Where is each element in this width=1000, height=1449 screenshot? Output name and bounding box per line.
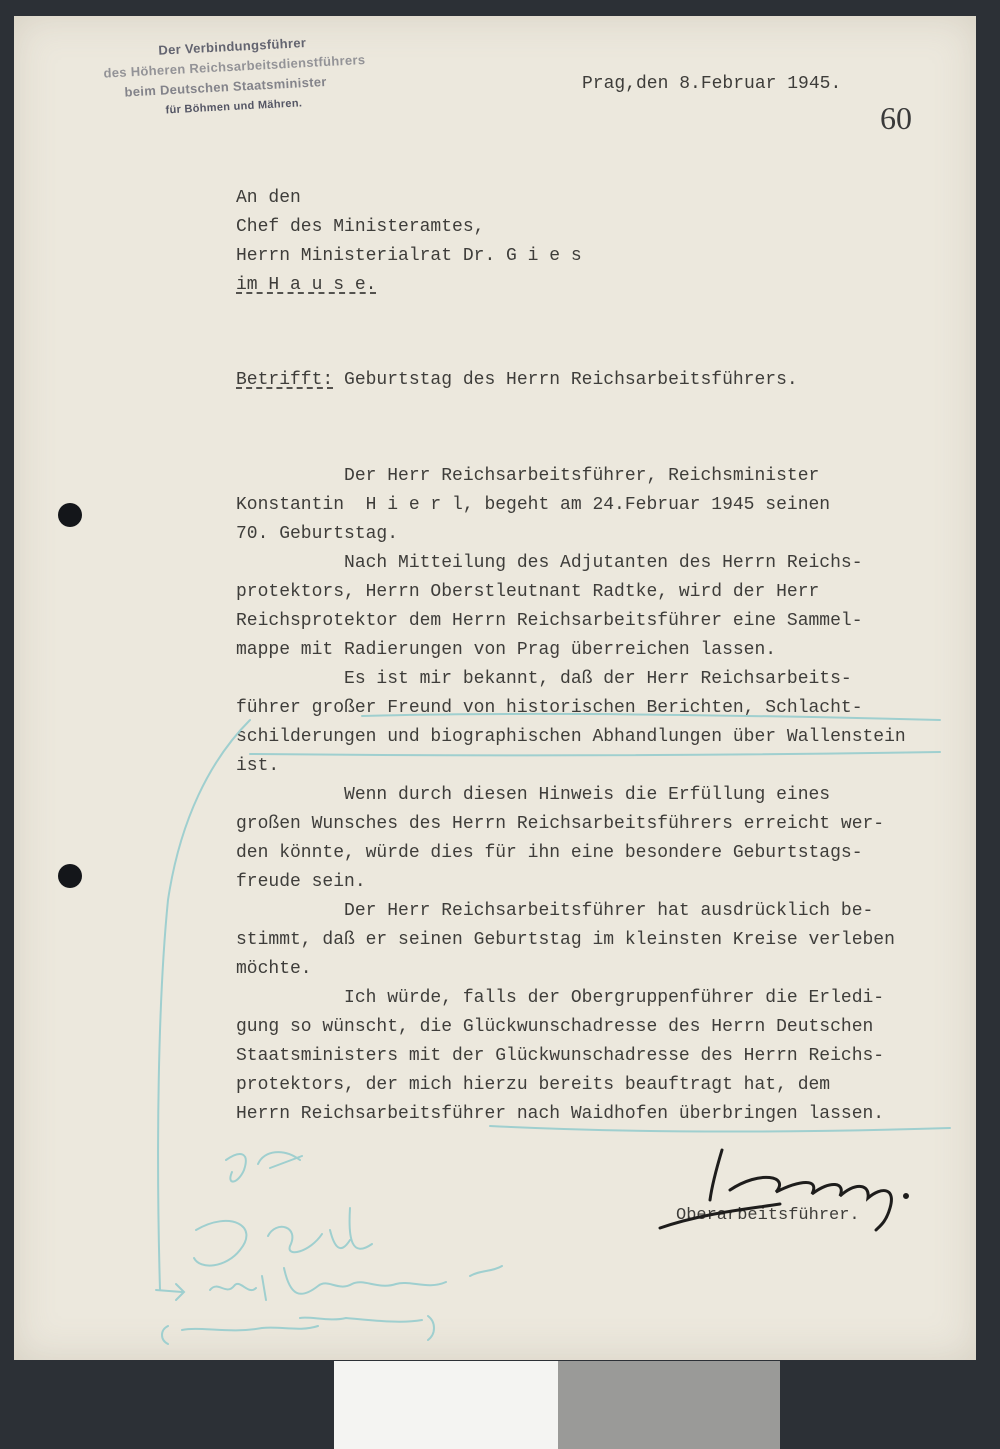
address-line: Herrn Ministerialrat Dr. G i e s xyxy=(236,246,582,266)
pencil-bracket-line xyxy=(158,720,250,1290)
stamp-line: des Höheren Reichsarbeitsdienstführers xyxy=(103,51,366,81)
signature-stroke xyxy=(710,1150,722,1200)
signature-title: Oberarbeitsführer. xyxy=(676,1206,860,1225)
body-line: Wenn durch diesen Hinweis die Erfüllung eines xyxy=(236,785,831,805)
color-reference-gray xyxy=(558,1361,780,1449)
handwritten-note xyxy=(226,1152,302,1181)
subject-label: Betrifft: xyxy=(236,370,334,390)
signature xyxy=(660,1150,908,1230)
signature-stroke xyxy=(730,1177,891,1230)
signature-dot xyxy=(905,1195,908,1198)
page-number: 60 xyxy=(880,100,912,136)
body-line: 70. Geburtstag. xyxy=(236,524,399,544)
body-line: ist. xyxy=(236,756,280,776)
stamp-line: beim Deutschen Staatsminister xyxy=(124,73,327,100)
pencil-underline xyxy=(490,1126,950,1132)
body-line: möchte. xyxy=(236,959,312,979)
body-line: Herrn Reichsarbeitsführer nach Waidhofen überbringen lassen. xyxy=(236,1104,885,1124)
address-line: im H a u s e. xyxy=(236,275,377,295)
pencil-bracket-line xyxy=(362,714,940,720)
body-line: schilderungen und biographischen Abhandlungen über Wallenstein xyxy=(236,727,906,747)
body-line: protektors, Herrn Oberstleutnant Radtke, wird der Herr xyxy=(236,582,820,602)
body-line: Reichsprotektor dem Herrn Reichsarbeitsführer eine Sammel- xyxy=(236,611,863,631)
body-line: Konstantin H i e r l, begeht am 24.Februar 1945 seinen xyxy=(236,495,831,515)
stamp-line: für Böhmen und Mähren. xyxy=(165,97,303,117)
handwritten-note xyxy=(162,1316,434,1344)
handwritten-note xyxy=(194,1208,372,1266)
stamp-line: Der Verbindungsführer xyxy=(158,35,307,58)
pencil-annotations xyxy=(156,714,950,1344)
body-line: mappe mit Radierungen von Prag überreichen lassen. xyxy=(236,640,777,660)
body-line: protektors, der mich hierzu bereits beauftragt hat, dem xyxy=(236,1075,831,1095)
body-line: gung so wünscht, die Glückwunschadresse des Herrn Deutschen xyxy=(236,1017,874,1037)
body-line: führer großer Freund von historischen Berichten, Schlacht- xyxy=(236,698,863,718)
color-reference-white xyxy=(334,1361,558,1449)
handwritten-note xyxy=(210,1266,502,1300)
body-line: Der Herr Reichsarbeitsführer hat ausdrücklich be- xyxy=(236,901,874,921)
body-line: den könnte, würde dies für ihn eine besondere Geburtstags- xyxy=(236,843,863,863)
body-line: stimmt, daß er seinen Geburtstag im kleinsten Kreise verleben xyxy=(236,930,895,950)
subject-text: Geburtstag des Herrn Reichsarbeitsführers. xyxy=(333,370,798,390)
body-line: Ich würde, falls der Obergruppenführer die Erledi- xyxy=(236,988,885,1008)
pencil-underline xyxy=(250,752,940,755)
signature-stroke xyxy=(660,1204,780,1228)
body-line: großen Wunsches des Herrn Reichsarbeitsführers erreicht wer- xyxy=(236,814,885,834)
body-line: Nach Mitteilung des Adjutanten des Herrn Reichs- xyxy=(236,553,863,573)
address-line: Chef des Ministeramtes, xyxy=(236,217,485,237)
address-line: An den xyxy=(236,188,301,208)
date-line: Prag,den 8.Februar 1945. xyxy=(582,74,842,94)
body-line: Staatsministers mit der Glückwunschadresse des Herrn Reichs- xyxy=(236,1046,885,1066)
body-line: Der Herr Reichsarbeitsführer, Reichsminister xyxy=(236,466,820,486)
body-line: freude sein. xyxy=(236,872,366,892)
body-line: Es ist mir bekannt, daß der Herr Reichsarbeits- xyxy=(236,669,852,689)
